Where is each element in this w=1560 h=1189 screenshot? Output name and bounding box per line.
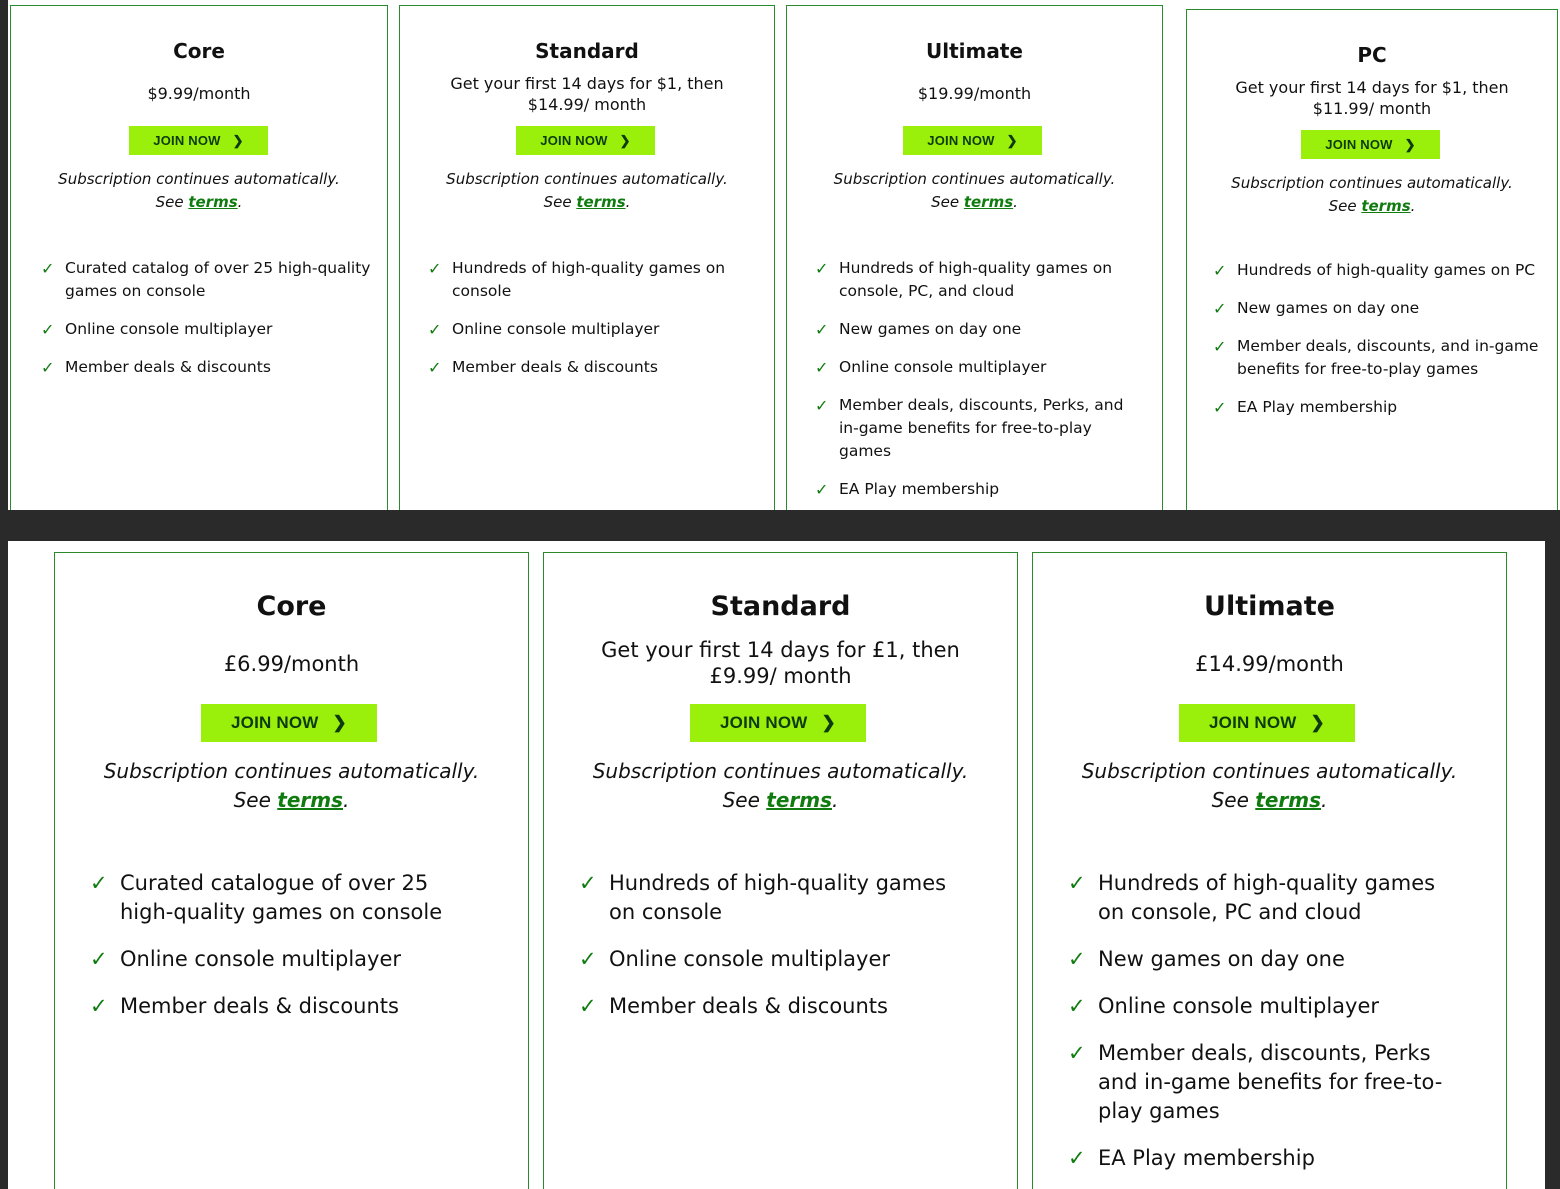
terms-link[interactable]: terms [576, 193, 626, 211]
check-icon: ✓ [90, 947, 108, 971]
list-item [41, 356, 373, 379]
plan-card-ultimate [786, 5, 1163, 510]
period-text: . [343, 788, 350, 812]
feature-text: EA Play membership [839, 480, 1000, 498]
plan-card-pc [1186, 9, 1558, 510]
join-now-label: JOIN NOW [720, 713, 808, 732]
terms-link[interactable]: terms [963, 193, 1014, 211]
plan-title: Ultimate [1204, 591, 1335, 622]
check-icon: ✓ [428, 320, 442, 339]
plan-title: Ultimate [926, 39, 1023, 63]
feature-text: Member deals, discounts, Perks, and in-game benefits for free-to-play games [839, 396, 1124, 460]
join-now-button[interactable] [129, 126, 268, 155]
terms-link[interactable]: terms [277, 788, 344, 812]
check-icon: ✓ [90, 994, 108, 1018]
check-icon: ✓ [90, 871, 108, 895]
list-item [41, 318, 373, 341]
feature-text: Curated catalogue of over 25 high-quality games on console [120, 871, 443, 924]
check-icon: ✓ [579, 994, 597, 1018]
subscription-note [1033, 757, 1506, 815]
list-item [1213, 335, 1543, 381]
list-item [90, 992, 480, 1021]
check-icon: ✓ [815, 259, 829, 278]
join-now-button[interactable] [516, 126, 655, 155]
list-item [1068, 1039, 1463, 1126]
see-text: See [233, 788, 278, 812]
check-icon: ✓ [579, 947, 597, 971]
subscription-note-text: Subscription continues automatically. [58, 170, 340, 188]
check-icon: ✓ [1213, 337, 1227, 356]
chevron-right-icon: ❯ [232, 132, 244, 148]
list-item [579, 945, 969, 974]
list-item [1068, 992, 1463, 1021]
plan-title: Standard [535, 39, 639, 63]
feature-text: Online console multiplayer [452, 320, 660, 338]
check-icon: ✓ [815, 320, 829, 339]
feature-list [579, 869, 969, 1039]
feature-text: New games on day one [839, 320, 1022, 338]
check-icon: ✓ [815, 480, 829, 499]
feature-text: EA Play membership [1098, 1146, 1315, 1170]
join-now-label: JOIN NOW [153, 133, 221, 148]
plan-title: Standard [710, 591, 851, 622]
check-icon: ✓ [428, 259, 442, 278]
list-item [90, 869, 480, 927]
chevron-right-icon: ❯ [1006, 132, 1018, 148]
period-text: . [832, 788, 839, 812]
check-icon: ✓ [579, 871, 597, 895]
feature-text: Member deals, discounts, and in-game benefits for free-to-play games [1237, 337, 1539, 378]
list-item [1213, 259, 1543, 282]
feature-text: Member deals & discounts [120, 994, 399, 1018]
join-now-label: JOIN NOW [1209, 713, 1297, 732]
check-icon: ✓ [815, 396, 829, 415]
list-item [428, 257, 748, 303]
see-text: See [155, 193, 189, 211]
check-icon: ✓ [815, 358, 829, 377]
feature-list [41, 257, 373, 394]
see-text: See [543, 193, 577, 211]
list-item [815, 257, 1141, 303]
check-icon: ✓ [41, 358, 55, 377]
plan-card-standard [543, 552, 1018, 1189]
see-text: See [1211, 788, 1256, 812]
join-now-button[interactable] [903, 126, 1042, 155]
check-icon: ✓ [1068, 1041, 1086, 1065]
subscription-note [1187, 172, 1557, 218]
check-icon: ✓ [1068, 947, 1086, 971]
plan-card-core [54, 552, 529, 1189]
feature-text: Curated catalog of over 25 high-quality games on console [65, 259, 371, 300]
period-text: . [1013, 193, 1018, 211]
subscription-note [400, 168, 774, 214]
uk-plans-section [8, 541, 1545, 1189]
feature-list [1068, 869, 1463, 1189]
check-icon: ✓ [41, 320, 55, 339]
check-icon: ✓ [1068, 871, 1086, 895]
list-item [1068, 869, 1463, 927]
subscription-note-text: Subscription continues automatically. [446, 170, 728, 188]
check-icon: ✓ [41, 259, 55, 278]
list-item [815, 394, 1141, 463]
feature-text: Hundreds of high-quality games on console [609, 871, 947, 924]
plan-price: £6.99/month [223, 652, 360, 676]
plan-price: $19.99/month [917, 84, 1032, 103]
feature-text: Hundreds of high-quality games on console, PC, and cloud [839, 259, 1113, 300]
list-item [815, 356, 1141, 379]
feature-text: New games on day one [1098, 947, 1345, 971]
feature-list [428, 257, 748, 394]
feature-text: Online console multiplayer [65, 320, 273, 338]
see-text: See [1328, 197, 1362, 215]
list-item [815, 318, 1141, 341]
plan-title: Core [173, 39, 225, 63]
period-text: . [625, 193, 631, 211]
plan-price: Get your first 14 days for £1, then £9.99/ month [601, 638, 960, 688]
plan-price: $9.99/month [147, 84, 251, 103]
period-text: . [1321, 788, 1328, 812]
check-icon: ✓ [1068, 1146, 1086, 1170]
chevron-right-icon: ❯ [1404, 136, 1416, 152]
subscription-note-text: Subscription continues automatically. [592, 759, 969, 783]
list-item [815, 478, 1141, 501]
terms-link[interactable]: terms [1255, 788, 1322, 812]
chevron-right-icon: ❯ [619, 132, 631, 148]
plan-price: £14.99/month [1195, 652, 1344, 676]
plan-title: PC [1357, 43, 1387, 67]
list-item [1213, 297, 1543, 320]
check-icon: ✓ [1213, 261, 1227, 280]
feature-text: Hundreds of high-quality games on PC [1237, 261, 1536, 279]
subscription-note-text: Subscription continues automatically. [833, 170, 1116, 188]
feature-list [1213, 259, 1543, 434]
join-now-label: JOIN NOW [927, 133, 995, 148]
chevron-right-icon: ❯ [1310, 713, 1325, 732]
join-now-label: JOIN NOW [1325, 137, 1393, 152]
list-item [428, 318, 748, 341]
feature-text: Online console multiplayer [609, 947, 891, 971]
plan-card-ultimate [1032, 552, 1507, 1189]
check-icon: ✓ [1213, 299, 1227, 318]
plan-price: Get your first 14 days for $1, then $11.99/ month [1235, 78, 1509, 118]
plan-title: Core [256, 591, 327, 622]
subscription-note [11, 168, 387, 214]
plan-card-standard [399, 5, 775, 510]
period-text: . [1410, 197, 1416, 215]
list-item [1068, 1144, 1463, 1173]
feature-text: Hundreds of high-quality games on console [452, 259, 726, 300]
feature-list [90, 869, 480, 1039]
feature-text: Hundreds of high-quality games on console, PC and cloud [1098, 871, 1436, 924]
list-item [579, 992, 969, 1021]
feature-text: EA Play membership [1237, 398, 1398, 416]
feature-text: Online console multiplayer [839, 358, 1047, 376]
plan-price: Get your first 14 days for $1, then $14.99/ month [450, 74, 724, 114]
feature-text: New games on day one [1237, 299, 1420, 317]
feature-list [815, 257, 1141, 510]
feature-text: Online console multiplayer [120, 947, 402, 971]
us-plans-section [8, 0, 1560, 510]
feature-text: Member deals & discounts [65, 358, 271, 376]
check-icon: ✓ [1213, 398, 1227, 417]
subscription-note-text: Subscription continues automatically. [103, 759, 480, 783]
see-text: See [722, 788, 767, 812]
list-item [1213, 396, 1543, 419]
join-now-button[interactable] [1301, 130, 1440, 159]
feature-text: Member deals & discounts [452, 358, 658, 376]
check-icon: ✓ [1068, 994, 1086, 1018]
list-item [428, 356, 748, 379]
subscription-note [787, 168, 1162, 214]
join-now-label: JOIN NOW [231, 713, 319, 732]
feature-text: Member deals & discounts [609, 994, 888, 1018]
join-now-button[interactable] [201, 704, 377, 742]
terms-link[interactable]: terms [188, 193, 238, 211]
join-now-label: JOIN NOW [540, 133, 608, 148]
join-now-button[interactable] [1179, 704, 1355, 742]
check-icon: ✓ [428, 358, 442, 377]
feature-text: Member deals, discounts, Perks and in-game benefits for free-to-play games [1098, 1041, 1443, 1123]
see-text: See [931, 193, 964, 211]
chevron-right-icon: ❯ [332, 713, 347, 732]
period-text: . [237, 193, 243, 211]
subscription-note [544, 757, 1017, 815]
plan-card-core [10, 5, 388, 510]
list-item [1068, 945, 1463, 974]
terms-link[interactable]: terms [1361, 197, 1411, 215]
feature-text: Online console multiplayer [1098, 994, 1380, 1018]
list-item [90, 945, 480, 974]
list-item [579, 869, 969, 927]
list-item [41, 257, 373, 303]
subscription-note [55, 757, 528, 815]
terms-link[interactable]: terms [766, 788, 833, 812]
subscription-note-text: Subscription continues automatically. [1081, 759, 1458, 783]
chevron-right-icon: ❯ [821, 713, 836, 732]
join-now-button[interactable] [690, 704, 866, 742]
subscription-note-text: Subscription continues automatically. [1231, 174, 1513, 192]
